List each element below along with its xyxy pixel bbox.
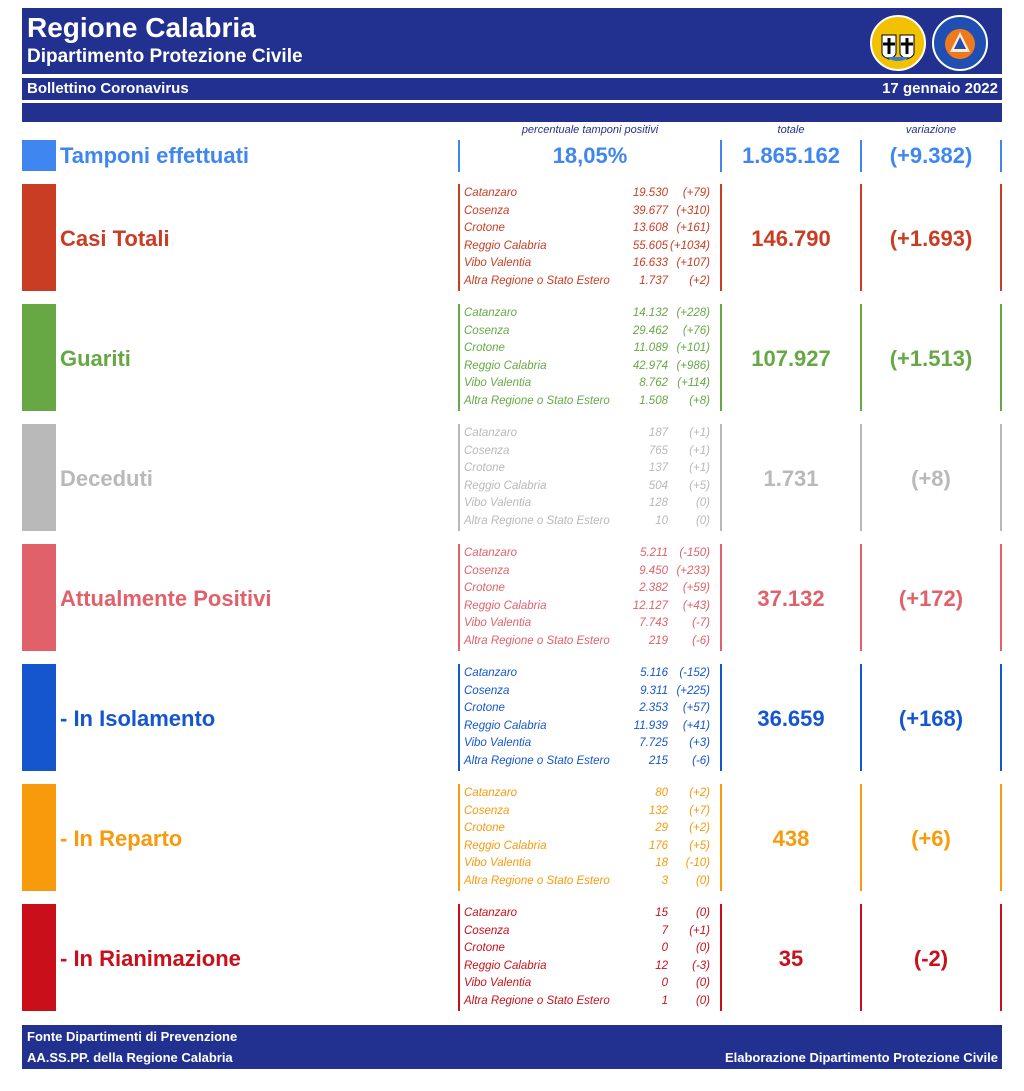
province-value: 9.311	[640, 684, 668, 697]
province-row	[464, 563, 716, 581]
province-delta: (+5)	[689, 479, 710, 492]
section-variation: (+168)	[898, 706, 964, 731]
section-divider	[1000, 184, 1002, 291]
province-row	[464, 425, 716, 443]
province-value: 80	[655, 787, 668, 799]
province-delta: (-7)	[692, 617, 710, 630]
tamponi-divider	[860, 140, 862, 172]
province-delta: (+57)	[682, 702, 710, 715]
province-name: Cosenza	[464, 564, 510, 577]
footer-source-line2: AA.SS.PP. della Regione Calabria	[27, 1050, 233, 1065]
province-row	[464, 393, 716, 411]
province-name: Crotone	[464, 342, 505, 355]
province-row	[464, 358, 716, 376]
province-value: 504	[648, 479, 668, 492]
province-value: 9.450	[639, 564, 668, 577]
province-name: Reggio Calabria	[464, 359, 547, 372]
section-variation: (+6)	[911, 826, 951, 851]
province-row	[464, 803, 716, 821]
province-name: Reggio Calabria	[464, 479, 547, 492]
province-value: 128	[648, 497, 668, 510]
province-delta: (+114)	[677, 377, 710, 390]
province-value: 5.211	[640, 547, 668, 559]
province-name: Vibo Valentia	[464, 497, 532, 510]
province-value: 7	[661, 924, 668, 937]
section-label: - In Rianimazione	[60, 946, 241, 971]
section-color-block	[22, 544, 56, 651]
province-value: 1.737	[639, 274, 668, 287]
province-row	[464, 855, 716, 873]
province-name: Vibo Valentia	[464, 377, 532, 390]
province-value: 7.743	[639, 617, 668, 630]
province-delta: (+986)	[676, 359, 710, 372]
province-name: Altra Regione o Stato Estero	[464, 514, 610, 527]
province-delta: (-6)	[692, 754, 710, 767]
province-row	[464, 633, 716, 651]
section-color-block	[22, 424, 56, 531]
province-name: Reggio Calabria	[464, 239, 547, 252]
province-value: 7.725	[639, 737, 668, 750]
province-row	[464, 580, 716, 598]
province-delta: (0)	[695, 874, 710, 887]
province-name: Vibo Valentia	[464, 857, 532, 870]
province-row	[464, 305, 716, 323]
province-name: Reggio Calabria	[464, 599, 547, 612]
province-name: Catanzaro	[464, 667, 518, 679]
province-row	[464, 220, 716, 238]
province-name: Crotone	[464, 822, 505, 835]
province-value: 39.677	[632, 204, 668, 217]
province-row	[464, 718, 716, 736]
province-delta: (0)	[695, 514, 710, 527]
province-delta: (+1)	[689, 924, 710, 937]
section-divider	[458, 664, 460, 771]
footer-source-line1: Fonte Dipartimenti di Prevenzione	[27, 1029, 238, 1044]
province-delta: (+107)	[676, 257, 710, 270]
province-delta: (+101)	[676, 342, 710, 355]
province-name: Catanzaro	[464, 307, 518, 319]
province-value: 55.605	[632, 239, 668, 252]
province-delta: (+161)	[676, 222, 710, 235]
tamponi-percent: 18,05%	[552, 143, 628, 168]
province-name: Crotone	[464, 702, 505, 715]
province-delta: (+228)	[676, 307, 710, 319]
province-row	[464, 838, 716, 856]
province-value: 10	[655, 514, 668, 527]
province-row	[464, 323, 716, 341]
section-divider	[1000, 664, 1002, 771]
province-delta: (+1)	[689, 444, 710, 457]
province-name: Altra Regione o Stato Estero	[464, 274, 610, 287]
section-divider	[860, 544, 862, 651]
province-value: 14.132	[632, 307, 668, 319]
province-name: Altra Regione o Stato Estero	[464, 754, 610, 767]
province-value: 29.462	[632, 324, 668, 337]
section-label: Deceduti	[60, 466, 153, 491]
province-value: 0	[661, 942, 668, 955]
province-value: 187	[648, 427, 668, 439]
section-divider	[860, 184, 862, 291]
province-list	[464, 305, 716, 411]
section-color-block	[22, 304, 56, 411]
province-row	[464, 735, 716, 753]
province-name: Crotone	[464, 462, 505, 475]
province-value: 29	[655, 822, 668, 835]
section-divider	[458, 424, 460, 531]
section-variation: (-2)	[913, 946, 949, 971]
province-name: Cosenza	[464, 804, 510, 817]
province-value: 132	[648, 804, 668, 817]
section-color-block	[22, 784, 56, 891]
province-row	[464, 203, 716, 221]
province-delta: (+310)	[676, 204, 710, 217]
section-divider	[1000, 304, 1002, 411]
province-row	[464, 753, 716, 771]
province-delta: (+1)	[689, 427, 710, 439]
province-name: Cosenza	[464, 924, 510, 937]
province-delta: (-10)	[685, 857, 710, 870]
province-value: 13.608	[632, 222, 668, 235]
province-value: 11.089	[633, 342, 668, 355]
section-divider	[1000, 784, 1002, 891]
province-value: 2.353	[639, 702, 668, 715]
province-name: Crotone	[464, 582, 505, 595]
province-name: Crotone	[464, 222, 505, 235]
tamponi-divider	[1000, 140, 1002, 172]
province-value: 2.382	[639, 582, 668, 595]
province-list	[464, 905, 716, 1011]
province-row	[464, 478, 716, 496]
province-value: 215	[648, 754, 668, 767]
province-delta: (+2)	[689, 787, 710, 799]
province-row	[464, 940, 716, 958]
province-delta: (0)	[695, 907, 710, 919]
page-subtitle: Dipartimento Protezione Civile	[27, 46, 303, 67]
section-variation: (+1.693)	[889, 226, 973, 251]
tamponi-divider	[458, 140, 460, 172]
province-value: 5.116	[640, 667, 668, 679]
section-label: Attualmente Positivi	[60, 586, 272, 611]
province-name: Catanzaro	[464, 427, 518, 439]
section-divider	[720, 304, 722, 411]
province-delta: (0)	[695, 942, 710, 955]
section-label: - In Reparto	[60, 826, 183, 851]
province-name: Cosenza	[464, 684, 510, 697]
province-value: 11.939	[633, 719, 668, 732]
tamponi-divider	[720, 140, 722, 172]
province-name: Cosenza	[464, 324, 510, 337]
column-header-percent: percentuale tamponi positivi	[521, 124, 659, 136]
tamponi-color-block	[22, 140, 56, 171]
province-row	[464, 255, 716, 273]
section-total: 438	[772, 826, 810, 851]
province-value: 1	[661, 994, 668, 1007]
province-row	[464, 905, 716, 923]
tamponi-label: Tamponi effettuati	[60, 143, 250, 168]
province-value: 42.974	[632, 359, 668, 372]
header-bottom-bar	[22, 103, 1002, 122]
section-divider	[720, 664, 722, 771]
province-name: Vibo Valentia	[464, 257, 532, 270]
section-color-block	[22, 664, 56, 771]
province-delta: (0)	[695, 994, 710, 1007]
province-delta: (+8)	[689, 394, 710, 407]
province-row	[464, 923, 716, 941]
province-row	[464, 443, 716, 461]
section-divider	[1000, 544, 1002, 651]
section-color-block	[22, 184, 56, 291]
tamponi-total: 1.865.162	[742, 143, 840, 168]
province-list	[464, 185, 716, 291]
tamponi-variation: (+9.382)	[889, 143, 973, 168]
province-row	[464, 375, 716, 393]
section-divider	[458, 184, 460, 291]
province-delta: (+5)	[689, 839, 710, 852]
column-header-total: totale	[777, 124, 805, 136]
province-value: 219	[648, 634, 668, 647]
province-value: 176	[648, 839, 668, 852]
province-row	[464, 340, 716, 358]
section-total: 37.132	[757, 586, 825, 611]
province-row	[464, 820, 716, 838]
province-list	[464, 785, 716, 891]
province-row	[464, 185, 716, 203]
province-value: 18	[655, 857, 668, 870]
regione-calabria-logo	[870, 15, 926, 71]
province-row	[464, 665, 716, 683]
province-name: Altra Regione o Stato Estero	[464, 394, 610, 407]
province-name: Cosenza	[464, 204, 510, 217]
regione-calabria-crest-icon	[872, 17, 924, 69]
province-delta: (+233)	[676, 564, 710, 577]
province-row	[464, 993, 716, 1011]
section-variation: (+172)	[898, 586, 964, 611]
province-value: 12.127	[632, 599, 668, 612]
province-row	[464, 545, 716, 563]
section-total: 35	[778, 946, 804, 971]
section-divider	[458, 304, 460, 411]
province-name: Catanzaro	[464, 787, 518, 799]
bulletin-date: 17 gennaio 2022	[882, 80, 998, 97]
section-divider	[1000, 424, 1002, 531]
province-delta: (+1034)	[670, 239, 710, 252]
footer-credit: Elaborazione Dipartimento Protezione Civile	[724, 1050, 998, 1065]
province-value: 137	[648, 462, 668, 475]
section-divider	[720, 424, 722, 531]
section-divider	[458, 544, 460, 651]
province-delta: (+59)	[682, 582, 710, 595]
section-divider	[720, 544, 722, 651]
section-divider	[860, 664, 862, 771]
province-delta: (-3)	[692, 959, 710, 972]
province-value: 8.762	[639, 377, 668, 390]
section-label: - In Isolamento	[60, 706, 216, 731]
section-divider	[720, 904, 722, 1011]
province-delta: (+3)	[689, 737, 710, 750]
protezione-civile-logo	[932, 15, 988, 71]
section-variation: (+8)	[911, 466, 951, 491]
province-delta: (+41)	[682, 719, 710, 732]
protezione-civile-emblem-icon	[934, 17, 986, 69]
section-divider	[720, 184, 722, 291]
province-name: Catanzaro	[464, 907, 518, 919]
province-list	[464, 425, 716, 531]
section-divider	[860, 784, 862, 891]
province-delta: (0)	[695, 977, 710, 990]
section-total: 146.790	[751, 226, 831, 251]
province-delta: (-6)	[692, 634, 710, 647]
province-value: 12	[655, 959, 668, 972]
province-value: 16.633	[632, 257, 668, 270]
section-divider	[860, 304, 862, 411]
column-header-variation: variazione	[905, 124, 957, 136]
section-variation: (+1.513)	[889, 346, 973, 371]
province-row	[464, 273, 716, 291]
province-row	[464, 785, 716, 803]
province-delta: (+2)	[689, 274, 710, 287]
province-list	[464, 665, 716, 771]
province-delta: (-150)	[679, 547, 710, 559]
province-value: 19.530	[632, 187, 668, 199]
bulletin-label: Bollettino Coronavirus	[27, 80, 189, 97]
province-delta: (+2)	[689, 822, 710, 835]
province-name: Crotone	[464, 942, 505, 955]
section-total: 1.731	[763, 466, 819, 491]
province-name: Catanzaro	[464, 187, 518, 199]
section-divider	[458, 784, 460, 891]
section-color-block	[22, 904, 56, 1011]
section-divider	[458, 904, 460, 1011]
province-value: 15	[655, 907, 668, 919]
province-row	[464, 958, 716, 976]
province-value: 765	[648, 444, 668, 457]
section-divider	[860, 904, 862, 1011]
province-row	[464, 683, 716, 701]
section-total: 36.659	[757, 706, 825, 731]
province-name: Reggio Calabria	[464, 719, 547, 732]
province-delta: (+7)	[689, 804, 710, 817]
section-label: Guariti	[60, 346, 131, 371]
province-delta: (+1)	[689, 462, 710, 475]
province-delta: (0)	[695, 497, 710, 510]
province-delta: (+79)	[682, 187, 710, 199]
province-row	[464, 238, 716, 256]
province-value: 3	[661, 874, 668, 887]
province-delta: (+43)	[682, 599, 710, 612]
province-name: Cosenza	[464, 444, 510, 457]
section-divider	[1000, 904, 1002, 1011]
province-name: Altra Regione o Stato Estero	[464, 874, 610, 887]
province-name: Reggio Calabria	[464, 839, 547, 852]
province-list	[464, 545, 716, 651]
province-name: Vibo Valentia	[464, 977, 532, 990]
section-divider	[720, 784, 722, 891]
page-title: Regione Calabria	[27, 12, 256, 43]
province-value: 0	[661, 977, 668, 990]
section-total: 107.927	[751, 346, 831, 371]
province-delta: (-152)	[679, 667, 710, 679]
province-value: 1.508	[639, 394, 668, 407]
province-name: Altra Regione o Stato Estero	[464, 994, 610, 1007]
province-delta: (+76)	[682, 324, 710, 337]
province-row	[464, 495, 716, 513]
province-row	[464, 615, 716, 633]
section-divider	[860, 424, 862, 531]
province-delta: (+225)	[676, 684, 710, 697]
province-row	[464, 975, 716, 993]
province-name: Reggio Calabria	[464, 959, 547, 972]
province-name: Vibo Valentia	[464, 617, 532, 630]
province-name: Vibo Valentia	[464, 737, 532, 750]
province-name: Catanzaro	[464, 547, 518, 559]
province-row	[464, 873, 716, 891]
province-row	[464, 513, 716, 531]
province-row	[464, 700, 716, 718]
province-name: Altra Regione o Stato Estero	[464, 634, 610, 647]
province-row	[464, 598, 716, 616]
province-row	[464, 460, 716, 478]
section-label: Casi Totali	[60, 226, 170, 251]
